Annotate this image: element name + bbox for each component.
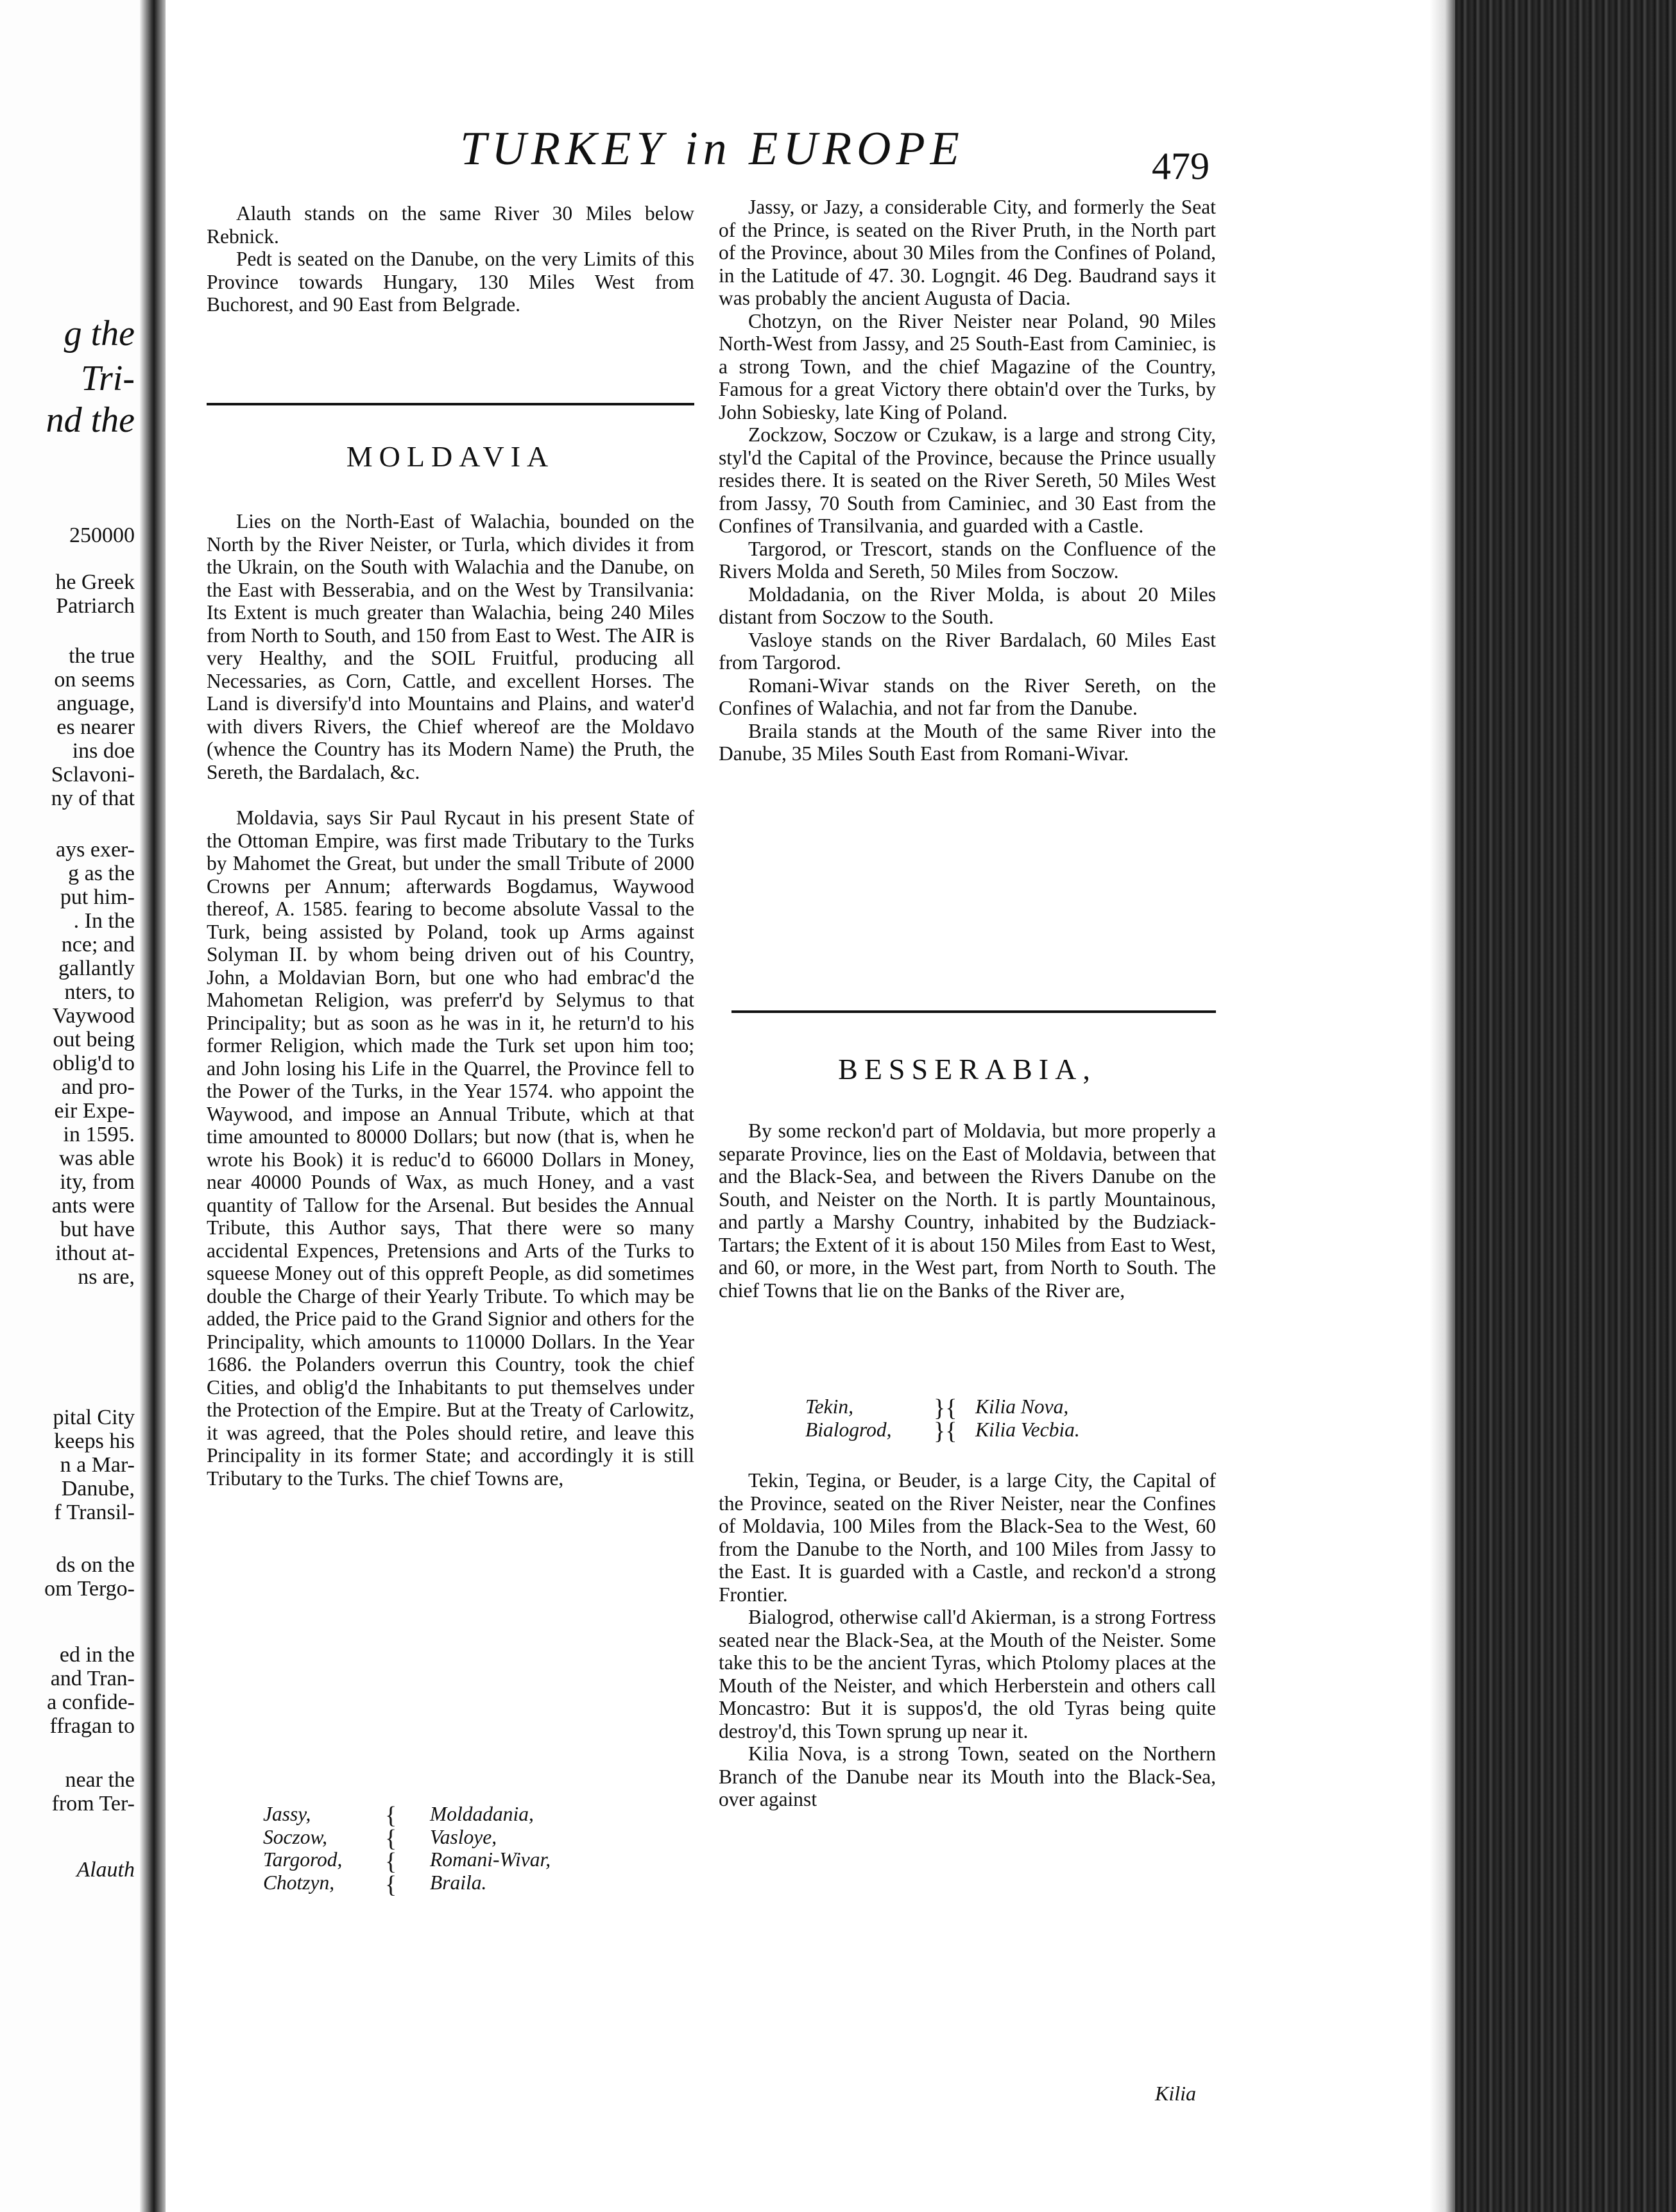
fragment: near the (65, 1768, 135, 1792)
fragment: ithout at- (55, 1241, 135, 1265)
fragment: ds on the (56, 1553, 135, 1577)
fragment: eir Expe- (54, 1099, 135, 1123)
town: Vasloye, (430, 1825, 497, 1848)
brace-icon: }{ }{ (934, 1395, 957, 1445)
fragment: g as the (68, 862, 135, 885)
town: Tekin, (805, 1395, 853, 1418)
paragraph: Moldadania, on the River Molda, is about 20 Miles distant from Soczow to the South. (719, 583, 1216, 628)
book-fore-edge (1455, 0, 1676, 2212)
fragment: ays exer- (56, 838, 135, 862)
paragraph: Lies on the North-East of Walachia, bounded on the North by the River Neister, or Turla, which divides it from the Ukrain, on the South with Walachia and the Danube, on the East with Besserabia, and on the West by Transilvania: Its Extent is much greater than Walachia, being 240 Miles from North to South, and 150 from East to West. The AIR is very Healthy, and the SOIL Fruitful, producing all Necessaries, as Corn, Cattle, and excellent Horses. The Land is diversify'd into Mountains and Plains, and water'd with divers Rivers, the Chief whereof are the Moldavo (whence the Country has its Modern Name) the Pruth, the Sereth, the Bardalach, &c. (207, 510, 694, 783)
fragment: from Ter- (51, 1792, 135, 1816)
town: Soczow, (263, 1825, 328, 1848)
fragment: Danube, (61, 1477, 135, 1501)
fragment: was able (58, 1146, 135, 1170)
book-gutter (140, 0, 166, 2212)
paragraph: Pedt is seated on the Danube, on the very Limits of this Province towards Hungary, 130 Miles West from Buchorest, and 90 East from Belgrade. (207, 248, 694, 316)
section-title-besserabia: BESSERABIA, (838, 1053, 1097, 1085)
fragment: ny of that (51, 787, 135, 810)
fragment: ants were (51, 1194, 135, 1218)
section-title-moldavia: MOLDAVIA (346, 440, 555, 473)
fragment: the true (69, 644, 135, 668)
fragment: . In the (73, 909, 135, 933)
paragraph: Romani-Wivar stands on the River Sereth, on the Confines of Walachia, and not far from the Danube. (719, 674, 1216, 719)
fragment: put him- (60, 885, 135, 909)
paragraph: By some reckon'd part of Moldavia, but more properly a separate Province, lies on the East of Moldavia, between that and the Black-Sea, and between the Rivers Danube on the South, and Neister on the North. It is partly Mountainous, and partly a Marshy Country, inhabited by the Budziack-Tartars; the Extent of it is about 150 Miles from East to West, and 60, or more, in the West part, from North to South. The chief Towns that lie on the Banks of the River are, (719, 1119, 1216, 1302)
fragment: Alauth (76, 1858, 135, 1882)
running-title: TURKEY in EUROPE (460, 123, 964, 175)
fragment: on seems (54, 668, 135, 692)
page-number: 479 (1152, 145, 1210, 187)
town: Romani-Wivar, (430, 1848, 551, 1871)
fragment: nd the (46, 400, 135, 440)
fragment: g the (64, 314, 135, 353)
paragraph: Braila stands at the Mouth of the same River into the Danube, 35 Miles South East from Romani-Wivar. (719, 719, 1216, 765)
town: Chotzyn, (263, 1871, 335, 1894)
town-list-right (430, 1803, 597, 1894)
page-edge-fold (1430, 0, 1455, 2212)
fragment: Patriarch (56, 594, 135, 618)
town: Kilia Vecbia. (975, 1418, 1080, 1441)
fragment: he Greek (55, 570, 135, 594)
fragment: pital City (53, 1406, 135, 1429)
town: Braila. (430, 1871, 487, 1894)
fragment: f Transil- (54, 1501, 135, 1524)
paragraph: Zockzow, Soczow or Czukaw, is a large and strong City, styl'd the Capital of the Province, because the Prince usually resides there. It is seated on the River Sereth, 50 Miles West from Jassy, 70 South from Caminiec, and 30 East from the Confines of Transilvania, and guarded with a Castle. (719, 423, 1216, 537)
paragraph: Kilia Nova, is a strong Town, seated on the Northern Branch of the Danube near its Mouth into the Black-Sea, over against (719, 1742, 1216, 1810)
fragment: keeps his (54, 1429, 135, 1453)
paragraph: Chotzyn, on the River Neister near Poland, 90 Miles North-West from Jassy, and 25 South-East from Caminiec, is a strong Town, and the chief Magazine of the Country, Famous for a great Victory there obtain'd over the Turks, by John Sobiesky, late King of Poland. (719, 309, 1216, 423)
section-rule (207, 403, 694, 405)
paragraph: Jassy, or Jazy, a considerable City, and formerly the Seat of the Prince, is seated on the River Pruth, in the North part of the Province, about 30 Miles from the Confines of Poland, in the Latitude of 47. 30. Logngit. 46 Deg. Baudrand says it was probably the ancient Augusta of Dacia. (719, 196, 1216, 309)
fragment: nters, to (64, 980, 135, 1004)
town: Bialogrod, (805, 1418, 892, 1441)
town-list-right (975, 1395, 1142, 1441)
fragment: n a Mar- (60, 1453, 135, 1477)
fragment: but have (60, 1218, 135, 1241)
fragment: anguage, (56, 692, 135, 715)
besserabia-towns-text (719, 1469, 1216, 1811)
town-list-left (805, 1395, 934, 1441)
paragraph: Bialogrod, otherwise call'd Akierman, is a strong Fortress seated near the Black-Sea, at the Mouth of the Neister. Some take this to be the ancient Tyras, which Ptolomy places at the Mouth of the Neister, and which Herberstein and others call Moncastro: But it is suppos'd, the old Tyras being quite destroy'd, this Town sprung up near it. (719, 1606, 1216, 1742)
fragment: gallantly (58, 957, 135, 980)
fragment: ffragan to (49, 1714, 135, 1738)
paragraph: Moldavia, says Sir Paul Rycaut in his present State of the Ottoman Empire, was first made Tributary to the Turks by Mahomet the Great, but under the small Tribute of 2000 Crowns per Annum; afterwards Bogdamus, Waywood thereof, A. 1585. fearing to become absolute Vassal to the Turk, being assisted by Poland, took up Arms against Solyman II. by whom being driven out of his Country, John, a Moldavian Born, but one who had embrac'd the Mahometan Religion, was preferr'd by Selymus to that Principality; but as soon as he was in it, he return'd to his former Religion, which made the Turk set upon him too; and John losing his Life in the Quarrel, the Province fell to the Power of the Turks, in the Year 1574. who appoint the Waywood, and impose an Annual Tribute, which at that time amounted to 80000 Dollars; but now (that is, when he wrote his Book) it is reduc'd to 66000 Dollars in Money, near 40000 Pounds of Wax, as much Honey, and a vast quantity of Tallow for the Arsenal. But besides the Annual Tribute, this Author says, That there were so many accidental Expences, Pretensions and Arts of the Turks to squeese Money out of this oppreft People, as did sometimes double the Charge of their Yearly Tribute. To which may be added, the Price paid to the Grand Signior and others for the Principality, which amounts to 110000 Dollars. In the Year 1686. the Polanders overrun this Country, took the chief Cities, and oblig'd the Inhabitants to put themselves under the Protection of the Empire. But at the Treaty of Carlowitz, it was agreed, that the Poles should retire, and leave this Principality in its former State; and accordingly it is still Tributary to the Turks. The chief Towns are, (207, 806, 694, 1490)
fragment: a confide- (47, 1690, 135, 1714)
fragment: ns are, (78, 1265, 135, 1289)
fragment: es nearer (56, 715, 135, 739)
fragment: om Tergo- (44, 1577, 135, 1601)
paragraph: Alauth stands on the same River 30 Miles below Rebnick. (207, 202, 694, 248)
town-list-left (263, 1803, 379, 1894)
fragment: out being (53, 1028, 135, 1051)
town: Jassy, (263, 1803, 311, 1825)
fragment: ity, from (60, 1170, 135, 1194)
paragraph: Tekin, Tegina, or Beuder, is a large City, the Capital of the Province, seated on the River Neister, near the Confines of Moldavia, 100 Miles from the Black-Sea to the West, 60 from the Danube to the North, and 100 Miles from Jassy to the East. It is guarded with a Castle, and reckon'd a strong Frontier. (719, 1469, 1216, 1606)
besserabia-text (719, 1119, 1216, 1302)
fragment: ins doe (72, 739, 135, 763)
paragraph: Vasloye stands on the River Bardalach, 60 Miles East from Targorod. (719, 628, 1216, 674)
town: Targorod, (263, 1848, 343, 1871)
brace-icon: { { { { (385, 1802, 397, 1898)
right-column (719, 196, 1216, 765)
town: Moldadania, (430, 1803, 534, 1825)
left-column (207, 202, 694, 316)
fragment: in 1595. (63, 1123, 135, 1146)
fragment: Sclavoni- (51, 763, 135, 787)
fragment: and pro- (61, 1075, 135, 1099)
catchword: Kilia (1155, 2082, 1197, 2105)
fragment: oblig'd to (53, 1051, 135, 1075)
fragment: and Tran- (50, 1667, 135, 1690)
fragment: ed in the (59, 1643, 135, 1667)
moldavia-text (207, 510, 694, 1490)
paragraph: Targorod, or Trescort, stands on the Confluence of the Rivers Molda and Sereth, 50 Miles from Soczow. (719, 537, 1216, 583)
fragment: 250000 (69, 523, 135, 547)
fragment: Tri- (80, 359, 135, 398)
section-rule (731, 1010, 1216, 1013)
fragment: nce; and (61, 933, 135, 957)
left-facing-page (0, 0, 151, 2212)
fragment: Vaywood (52, 1004, 135, 1028)
town: Kilia Nova, (975, 1395, 1069, 1418)
